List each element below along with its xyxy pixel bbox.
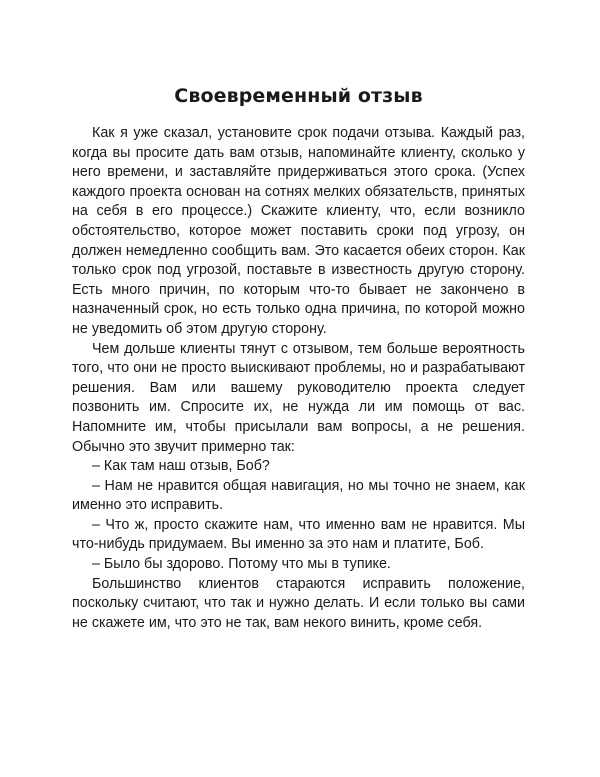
dialogue-line: – Было бы здорово. Потому что мы в тупике. xyxy=(92,556,391,573)
paragraph-conclusion: Большинство клиентов стараются исправить положение, поскольку считают, что так и нужно делать. И если только вы сами не скажете им, что это не так, вам некого винить, кроме себя. xyxy=(72,575,525,631)
body-text xyxy=(72,124,525,633)
dialogue-line: – Как там наш отзыв, Боб? xyxy=(92,458,270,475)
document-page xyxy=(72,84,525,633)
paragraph-delay: Чем дольше клиенты тянут с отзывом, тем больше вероятность того, что они не просто выискивают проблемы, но и разрабатывают решения. Вам или вашему руководителю проекта следует позвонить им. Спросите их, не нужда ли им помощь от вас. Напомните им, чтобы присылали вам вопросы, а не решения. Обычно это звучит примерно так: xyxy=(72,340,525,455)
paragraph-deadline: Как я уже сказал, установите срок подачи отзыва. Каждый раз, когда вы просите дать вам отзыв, напоминайте клиенту, сколько у него времени, и заставляйте придерживаться этого срока. (Успех каждого проекта основан на сотнях мелких обязательств, принятых на себя в его процессе.) Скажите клиенту, что, если возникло обстоятельство, которое может поставить сроки под угрозу, он должен немедленно сообщить вам. Это касается обеих сторон. Как только срок под угрозой, поставьте в известность другую сторону. Есть много причин, по которым что-то бывает не закончено в назначенный срок, но есть только одна причина, по которой можно не уведомить об этом другую сторону. xyxy=(72,125,525,337)
dialogue-line: – Что ж, просто скажите нам, что именно вам не нравится. Мы что-нибудь придумаем. Вы именно за это нам и платите, Боб. xyxy=(72,516,525,553)
page-title: Своевременный отзыв xyxy=(174,85,423,107)
dialogue-line: – Нам не нравится общая навигация, но мы точно не знаем, как именно это исправить. xyxy=(72,477,525,514)
